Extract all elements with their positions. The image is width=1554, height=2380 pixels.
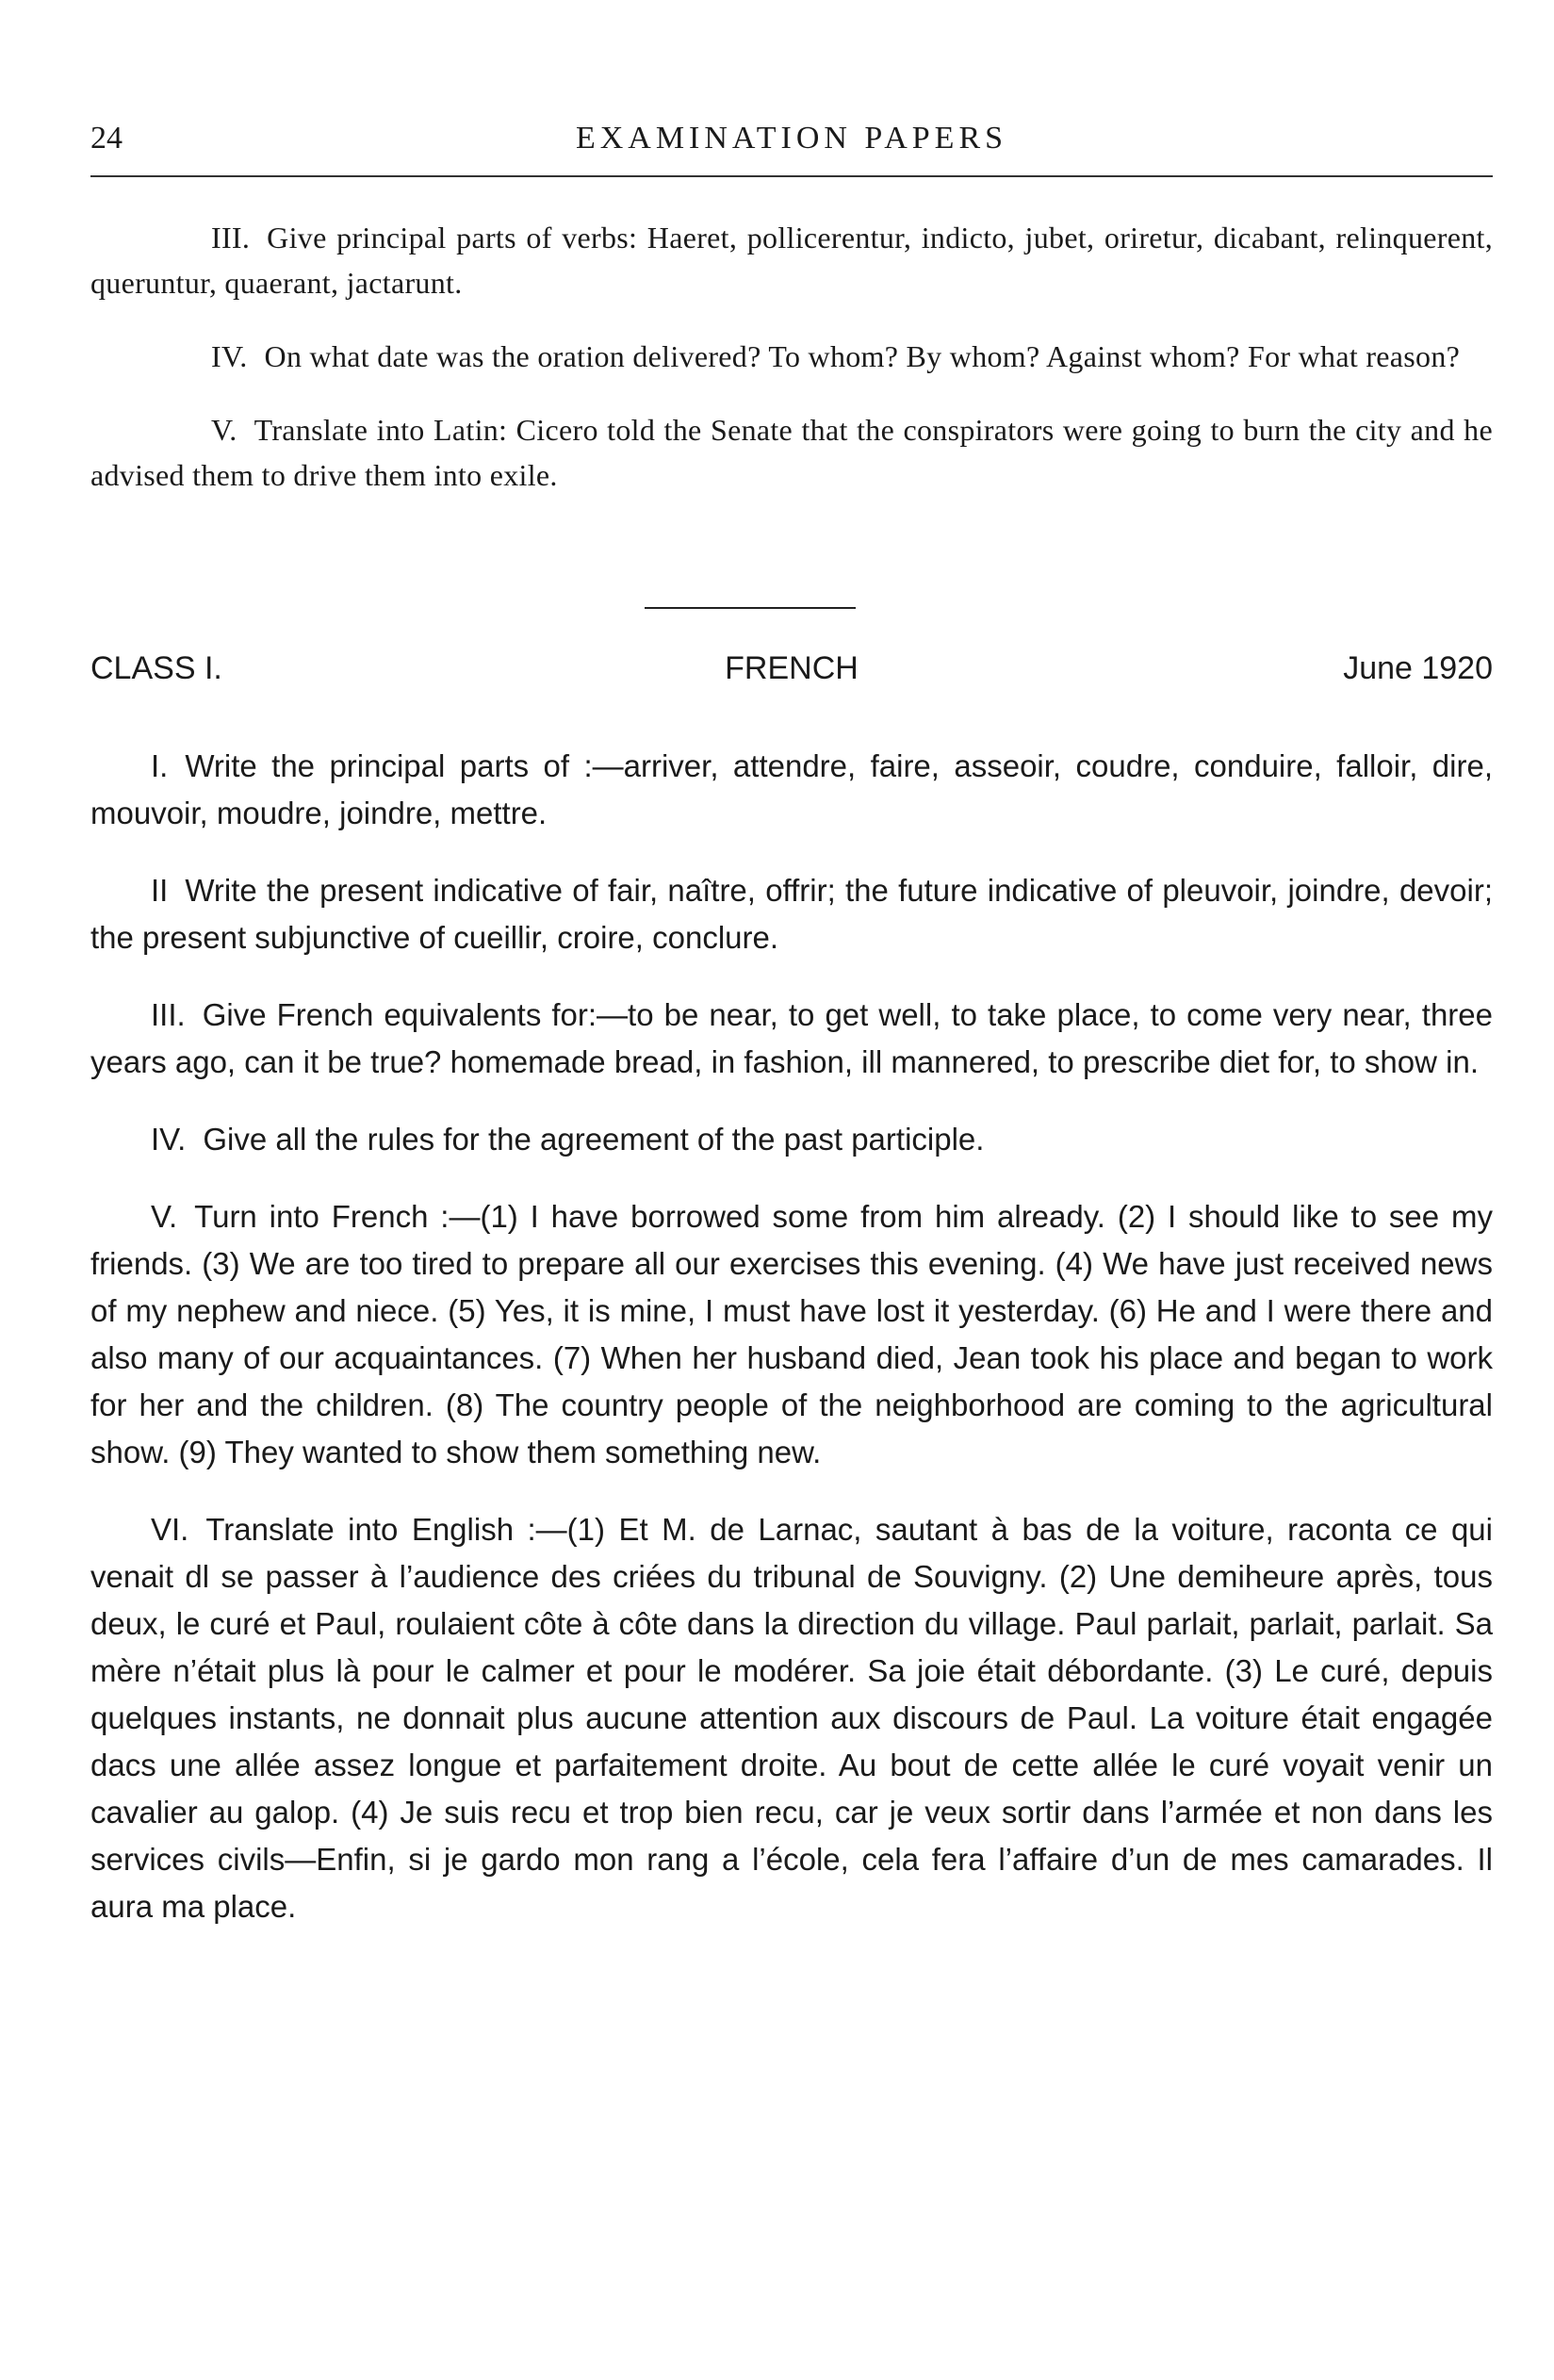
- question-text: Give French equivalents for:—to be near, to get well, to take place, to come very near, three years ago, can it be true? homemade bread, in fashion, ill mannered, to prescribe diet for, to show in.: [90, 997, 1493, 1079]
- question-text: Turn into French :—(1) I have borrowed some from him already. (2) I should like to see my friends. (3) We are too tired to prepare all our exercises this evening. (4) We have just received news of my nephew and niece. (5) Yes, it is mine, I must have lost it yesterday. (6) He and I were there and also many of our acquaintances. (7) When her husband died, Jean took his place and began to work for her and the children. (8) The country people of the neighborhood are coming to the agricultural show. (9) They wanted to show them something new.: [90, 1199, 1493, 1469]
- question-text: Give all the rules for the agreement of the past participle.: [203, 1122, 985, 1157]
- running-header: [90, 121, 1493, 168]
- question-text: Write the present indicative of fair, naître, offrir; the future indicative of pleuvoir, joindre, devoir; the present subjunctive of cueillir, croire, conclure.: [90, 873, 1493, 955]
- latin-question-3: [90, 215, 1493, 305]
- latin-question-5: [90, 407, 1493, 498]
- question-number: IV.: [151, 1122, 187, 1157]
- running-title: EXAMINATION PAPERS: [575, 121, 1008, 156]
- french-exam: [90, 650, 1493, 1961]
- question-number: VI.: [151, 1512, 189, 1547]
- subject-title: FRENCH: [725, 650, 859, 686]
- question-number: II: [151, 873, 169, 908]
- question-text: Translate into Latin: Cicero told the Senate that the conspirators were going to burn the city and he advised them to drive them into exile.: [90, 413, 1493, 492]
- exam-header: [90, 650, 1493, 703]
- class-label: CLASS I.: [90, 650, 222, 686]
- question-text: Give principal parts of verbs: Haeret, pollicerentur, indicto, jubet, oriretur, dicabant, relinquerent, queruntur, quaerant, jactarunt.: [90, 221, 1493, 300]
- question-number: I.: [151, 748, 169, 783]
- question-number: III.: [211, 221, 251, 254]
- section-divider: [645, 607, 856, 609]
- french-question-6: [90, 1506, 1493, 1930]
- question-number: V.: [211, 413, 237, 447]
- latin-questions: [90, 215, 1493, 526]
- latin-question-4: [90, 334, 1493, 379]
- question-number: III.: [151, 997, 186, 1032]
- french-question-4: [90, 1116, 1493, 1163]
- question-text: Write the principal parts of :—arriver, attendre, faire, asseoir, coudre, conduire, falloir, dire, mouvoir, moudre, joindre, mettre.: [90, 748, 1493, 830]
- french-question-3: [90, 992, 1493, 1086]
- exam-date: June 1920: [1343, 650, 1493, 686]
- french-question-5: [90, 1193, 1493, 1476]
- header-rule: [90, 175, 1493, 177]
- french-question-2: [90, 867, 1493, 961]
- french-question-1: [90, 743, 1493, 837]
- question-text: On what date was the oration delivered? To whom? By whom? Against whom? For what reason?: [264, 339, 1461, 373]
- question-number: IV.: [211, 339, 248, 373]
- question-number: V.: [151, 1199, 178, 1234]
- page-number: 24: [90, 121, 123, 156]
- question-text: Translate into English :—(1) Et M. de Larnac, sautant à bas de la voiture, raconta ce qui venait dl se passer à l’audience des criées du tribunal de Souvigny. (2) Une demiheure après, tous deux, le curé et Paul, roulaient côte à côte dans la direction du village. Paul parlait, parlait, parlait. Sa mère n’était plus là pour le calmer et pour le modérer. Sa joie était débordante. (3) Le curé, depuis quelques instants, ne donnait plus aucune attention aux discours de Paul. La voiture était engagée dacs une allée assez longue et parfaitement droite. Au bout de cette allée le curé voyait venir un cavalier au galop. (4) Je suis recu et trop bien recu, car je veux sortir dans l’armée et non dans les services civils—Enfin, si je gardo mon rang a l’école, cela fera l’affaire d’un de mes camarades. Il aura ma place.: [90, 1512, 1493, 1924]
